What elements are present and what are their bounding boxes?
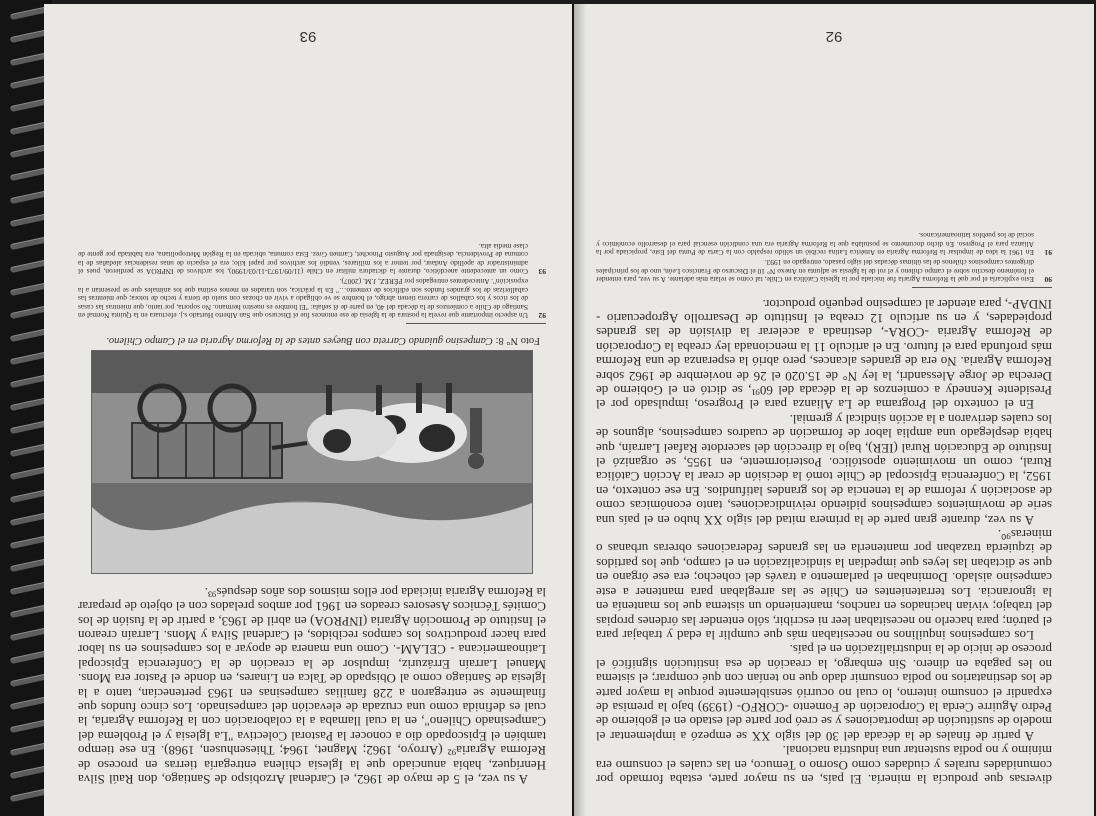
oxcart-photo-illustration: [92, 351, 532, 573]
paragraph: A su vez, durante gran parte de la primera mitad del siglo XX hubo en el país una serie de movimientos campesinos pidiendo reivindicaciones, tanto económicas como de asociación y reforma de la tenencia de los grandes latifundios. En ese contexto, en 1952, la Conferencia Episcopal de Chile tomó la decisión de crear la Acción Católica Rural, como un movimiento apostólico. Posteriormente, en 1955, se organizó el Instituto de Educación Rural (IER), bajo la dirección del sacerdote Rafael Larraín, que había desplegado una amplia labor de formación de cuadros campesinos, algunos de los cuales derivaron a la acción sindical y gremial.: [596, 411, 1052, 528]
footnote-number: 90: [1044, 275, 1052, 285]
paragraph: En el contexto del Programa de La Alianza para el Progreso, impulsado por el Presidente Kennedy a comienzos de la década del 60⁹¹, se dictó en el Gobierno de Derecha de Jorge Alessandri, la ley N° de 15.020 el 26 de noviembre de 1962 sobre Reforma Agraria. No era de grandes alcances, pero abrió la esperanza de una Reforma más profunda para el futuro. En el artículo 11 la mencionada ley creaba la Corporación de Reforma Agraria -CORA-, destinada a acelerar la división de las grandes propiedades, y en su artículo 12 creaba el Instituto de Desarrollo Agropecuario -INDAP-, para atender al campesino pequeño productor.: [596, 296, 1052, 413]
photo-oxcart: [91, 350, 533, 574]
footnote: [596, 231, 1052, 257]
footnote: [596, 257, 1052, 283]
page-93: [44, 4, 572, 816]
footnote-divider: [912, 287, 1052, 288]
page-number: 92: [825, 28, 843, 45]
footnote-number: 93: [538, 267, 546, 277]
footnote-text: En 1961 la idea de impulsar la Reforma Agraria en América Latina recibió un sólido respaldo con la Carta de Punta del Este, propiciada por la Alianza para el Progreso. En dicho documento se postulaba que la Reforma Agraria era una condición esencial para el desarrollo económico y social de los pueblos latinoamericanos.: [596, 231, 1034, 258]
paragraph: diversas que producía la minería. El país, en su mayor parte, estaba formado por comunidades rurales y ciudades como Osorno o Temuco, en las cuales el consumo era mínimo y no podía sustentar una industria nacional.: [596, 743, 1052, 787]
footnote-number: 92: [538, 311, 546, 321]
photo-caption-label: Foto N° 8:: [495, 335, 540, 347]
footnote-divider: [406, 323, 546, 324]
page-92: [574, 4, 1094, 816]
farmer-icon: [468, 408, 484, 469]
footnote-text: Como un antecedente anecdótico, durante la dictadura militar en Chile (11/09/1973-11/03/1990), los archivos de INPROA se perdieron, pues el administrador de apellido Andaur, por temor a los militares, vendió los archivos por papel kilo; era el espacio de unas residencias aledañas de la comuna de Providencia, designada por Augusto Pinochet, Carmen Grez. Esta comuna, ubicada en la Región Metropolitana, era habitada por gente de clase media alta.: [78, 241, 528, 277]
footnote: [78, 241, 546, 275]
footnote-number: 91: [1044, 248, 1052, 258]
photo-caption-text: Campesino guiando Carreta con Bueyes antes de la Reforma Agraria en el Campo Chileno.: [106, 335, 493, 347]
footnote-text: Un aspecto importante que revela la postura de la Iglesia de ese entonces fue el Discurso que San Alberto Hurtado s.j. efectuara en la Quinta Normal en Santiago de Chile a comienzos de la década del 40, en parte de él señala: "El hombre es nuestro hermano. No soporta, por tanto, que mientras las casas de los ricos y los caballos de carrera tienen abrigo, el hombre se ve obligado a vivir en chozas con suelo de tierra y techo de totora; que mientras las caballerizas de los grandes fundos son edificios de cemento…" En la práctica, son tratados en menos estima que los animales que se presentan a la exposición". Antecedentes entregados por PÉREZ, J.M. (2007).: [78, 276, 528, 321]
footnote: [78, 276, 546, 319]
page-number: 93: [299, 28, 317, 45]
paragraph: Los campesinos inquilinos no necesitaban más que cumplir la edad y trabajar para el patrón; para hacerlo no necesitaban leer ni escribir, sólo entender las órdenes propias del trabajo; vivían hacinados en ranchos, manteniendo un sistema que los mantenía en la ignorancia. Los terratenientes en Chile se las arreglaban para mantener a este campesino aislado. Dominaban el parlamento a través del cohecho; era ese órgano en que se dictaban las leyes que impedían la sindicalización en el campo, que los partidos de izquierda trazaban por mantenerla en las grandes federaciones obreras urbanas o mineras⁹⁰.: [596, 527, 1052, 643]
book-spread-rotated: [44, 4, 1094, 816]
footnote-text: Esto explicaría el por qué la Reforma Agraria fue iniciada por la Iglesia Católica en Chile, tal como se relata más adelante. A su vez, para entender el fenómeno descrito sobre el campo chileno y el rol de la Iglesia se adjunta en Anexo N° 10 el Discurso de Francisco León, uno de los principales dirigentes campesinos chilenos de las últimas décadas del siglo pasado, entregado en 1993.: [596, 258, 1034, 285]
paragraph: A partir de finales de la década del 30 del siglo XX se empezó a implementar el modelo de sustitución de importaciones y se creó por parte del estado en el gobierno de Pedro Aguirre Cerda la Corporación de Fomento -CORFO- (1939) bajo la premisa de expandir el consumo interno, lo cual no ocurrió sensiblemente porque la mayor parte de los destinatarios no podía consumir dado que no tenían con qué comprar; el sistema no les pagaba en dinero. Sin embargo, la creación de esa institución significó el proceso de inicio de la industrialización en el país.: [596, 642, 1052, 744]
paragraph: A su vez, el 5 de mayo de 1962, el Cardenal Arzobispo de Santiago, don Raúl Silva Henríquez, había anunciado que la Iglesia chilena entregaría tierras en proceso de Reforma Agraria⁹² (Arroyo, 1962; Magnet, 1964; Thiesenhusen, 1968). En ese tiempo también el Episcopado dio a conocer la Pastoral Colectiva "La Iglesia y el Problema del Campesinado Chileno", en la cual llamaba a la colaboración con la Reforma Agraria, la cual es definida como una cruzada de elevación del campesinado. Los cinco fundos que finalmente se entregaron a 228 familias campesinas en 1963 pertenecían, tanto a la Iglesia de Santiago como al Obispado de Talca en Linares, en donde el Pastor era Mons. Manuel Larraín Errázuriz, impulsor de la creación de la Conferencia Episcopal Latinoamericana - CELAM-. Como una manera de apoyar a los campesinos en su labor para hacer productivos los campos recibidos, el Cardenal Silva y Mons. Larraín crearon el Instituto de Promoción Agraria (INPROA) en abril de 1963, a partir de la fusión de los Comités Técnicos Asesores creados en 1961 por ambos prelados con el objeto de preparar la Reforma Agraria iniciada por ellos mismos dos años después⁹³.: [78, 584, 546, 787]
photo-caption: [78, 334, 546, 346]
